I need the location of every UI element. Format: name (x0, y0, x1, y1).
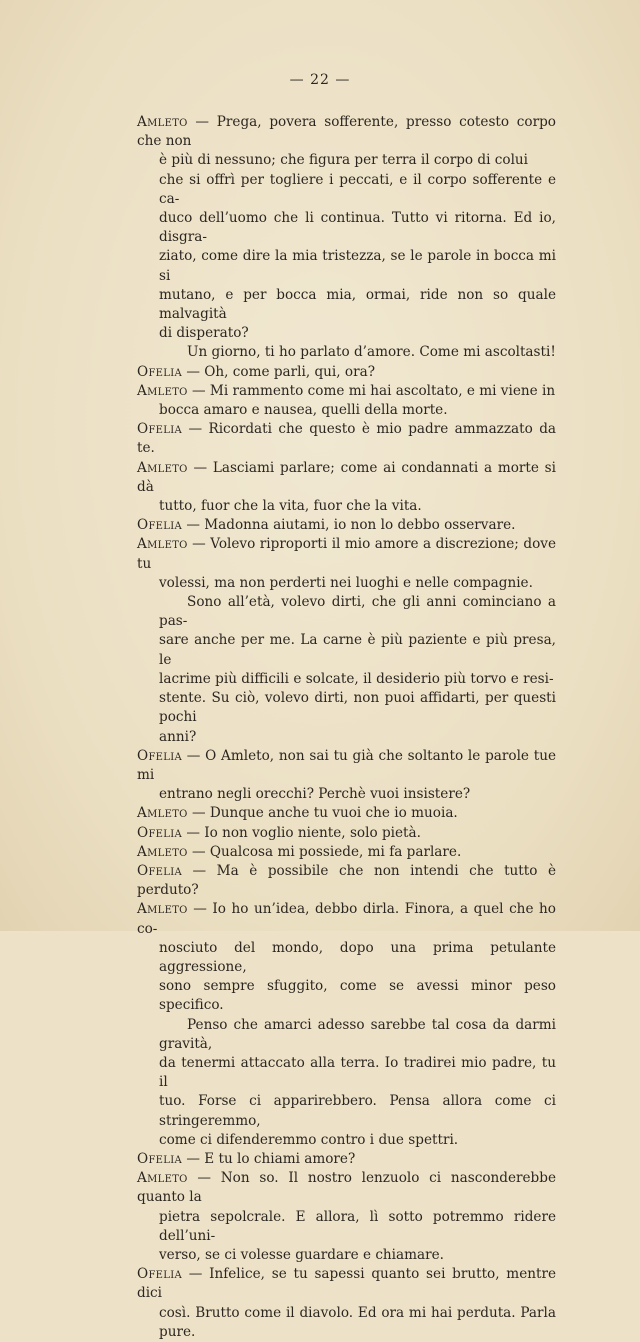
dialogue-text: — Madonna aiutami, io non lo debbo osservare. (182, 517, 516, 534)
speaker-name: Amleto (137, 901, 188, 918)
entry-line: da tenermi attaccato alla terra. Io tradirei mio padre, tu il (159, 1054, 556, 1091)
dialogue-text: — Oh, come parli, qui, ora? (182, 363, 375, 380)
dialogue-entry (137, 824, 556, 843)
entry-line: sono sempre sfuggito, come se avessi minor peso specifico. (159, 978, 556, 1014)
dialogue-text: — Qualcosa mi possiede, mi fa parlare. (187, 843, 462, 860)
speaker-name: Amleto (137, 536, 188, 553)
speaker-name: Ofelia (137, 1266, 182, 1283)
entry-line: volessi, ma non perderti nei luoghi e nelle compagnie. (159, 574, 533, 591)
dialogue-text: — Infelice, se tu sapessi quanto sei brutto, mentre dici (137, 1266, 556, 1302)
entry-line: pietra sepolcrale. E allora, lì sotto potremmo ridere dell’uni- (159, 1208, 556, 1244)
entry-line: nosciuto del mondo, dopo una prima petulante aggressione, (159, 939, 556, 975)
speaker-name: Amleto (137, 843, 188, 860)
entry-first-line (137, 900, 556, 938)
dialogue-entry (137, 363, 556, 382)
dialogue-entry (137, 900, 556, 1150)
speaker-name: Amleto (137, 459, 188, 476)
dialogue-text: — Io non voglio niente, solo pietà. (182, 824, 421, 841)
speaker-name: Ofelia (137, 363, 182, 380)
entry-line: è più di nessuno; che figura per terra il corpo di colui (159, 152, 529, 169)
dialogue-entry (137, 1265, 556, 1342)
entry-first-line (137, 363, 556, 382)
entry-first-line (137, 843, 556, 862)
page-number: — 22 — (289, 72, 351, 88)
dialogue-entry (137, 382, 556, 420)
entry-line: di disperato? (159, 325, 249, 342)
entry-first-line (137, 113, 556, 151)
entry-line: duco dell’uomo che li continua. Tutto vi ritorna. Ed io, disgra- (159, 210, 556, 246)
entry-line: come ci difenderemmo contro i due spettri. (159, 1131, 459, 1148)
entry-line: ziato, come dire la mia tristezza, se le parole in bocca mi si (159, 248, 556, 284)
speaker-name: Ofelia (137, 747, 182, 764)
dialogue-text: — Ma è possibile che non intendi che tutto è perduto? (137, 862, 556, 899)
entry-first-line (137, 862, 556, 900)
speaker-name: Ofelia (137, 824, 182, 841)
dialogue-entry (137, 113, 556, 363)
entry-first-line (137, 459, 556, 497)
entry-line: verso, se ci volesse guardare e chiamare. (159, 1246, 444, 1263)
entry-line: sare anche per me. La carne è più paziente e più presa, le (159, 632, 556, 668)
dialogue-text: — Ricordati che questo è mio padre ammazzato da te. (137, 421, 556, 457)
dialogue-entry (137, 459, 556, 517)
entry-first-line (137, 1150, 556, 1169)
entry-line: lacrime più difficili e solcate, il desiderio più torvo e resi- (159, 670, 554, 687)
entry-first-line (137, 804, 556, 823)
speaker-name: Ofelia (137, 862, 182, 879)
entry-line: Sono all’età, volevo dirti, che gli anni cominciano a pas- (159, 594, 556, 630)
entry-first-line (137, 1265, 556, 1303)
entry-line: Penso che amarci adesso sarebbe tal cosa da darmi gravità, (159, 1016, 556, 1052)
entry-first-line (137, 747, 556, 785)
entry-line: così. Brutto come il diavolo. Ed ora mi hai perduta. Parla pure. (159, 1304, 556, 1340)
dialogue-entry (137, 843, 556, 862)
dialogue-entry (137, 747, 556, 805)
entry-first-line (137, 535, 556, 573)
speaker-name: Ofelia (137, 517, 182, 534)
dialogue-text: — Io ho un’idea, debbo dirla. Finora, a quel che ho co- (137, 901, 556, 937)
dialogue-text: — E tu lo chiami amore? (182, 1150, 356, 1167)
dialogue-text: — Dunque anche tu vuoi che io muoia. (187, 805, 458, 822)
entry-line: bocca amaro e nausea, quelli della morte. (159, 402, 448, 419)
dialogue-entry (137, 1150, 556, 1169)
speaker-name: Amleto (137, 1170, 188, 1187)
speaker-name: Ofelia (137, 421, 182, 438)
entry-first-line (137, 420, 556, 458)
dialogue-body (137, 113, 556, 1342)
dialogue-entry (137, 1169, 556, 1265)
dialogue-entry (137, 535, 556, 746)
entry-first-line (137, 1169, 556, 1207)
entry-line: mutano, e per bocca mia, ormai, ride non so quale malvagità (159, 286, 556, 323)
dialogue-entry (137, 862, 556, 900)
entry-line: tutto, fuor che la vita, fuor che la vita. (159, 498, 422, 515)
speaker-name: Amleto (137, 805, 188, 822)
entry-line: che si offrì per togliere i peccati, e il corpo sofferente e ca- (159, 171, 556, 207)
entry-first-line (137, 516, 556, 535)
dialogue-text: — O Amleto, non sai tu già che soltanto le parole tue mi (137, 747, 556, 783)
entry-line: Un giorno, ti ho parlato d’amore. Come mi ascoltasti! (187, 344, 556, 361)
dialogue-entry (137, 516, 556, 535)
dialogue-text: — Mi rammento come mi hai ascoltato, e mi viene in (187, 382, 556, 399)
speaker-name: Ofelia (137, 1150, 182, 1167)
entry-line: stente. Su ciò, volevo dirti, non puoi affidarti, per questi pochi (159, 690, 556, 726)
dialogue-text: — Lasciami parlare; come ai condannati a morte si dà (137, 459, 556, 495)
entry-line: entrano negli orecchi? Perchè vuoi insistere? (159, 786, 471, 803)
speaker-name: Amleto (137, 382, 188, 399)
dialogue-text: — Volevo riproporti il mio amore a discrezione; dove tu (137, 536, 556, 572)
dialogue-text: — Prega, povera sofferente, presso cotesto corpo che non (137, 114, 556, 150)
entry-first-line (137, 824, 556, 843)
entry-first-line (137, 382, 556, 401)
entry-line: tuo. Forse ci apparirebbero. Pensa allora come ci stringeremmo, (159, 1093, 556, 1129)
dialogue-entry (137, 420, 556, 458)
speaker-name: Amleto (137, 114, 188, 130)
dialogue-text: — Non so. Il nostro lenzuolo ci nasconderebbe quanto la (137, 1170, 556, 1206)
entry-line: anni? (159, 728, 197, 745)
dialogue-entry (137, 804, 556, 823)
